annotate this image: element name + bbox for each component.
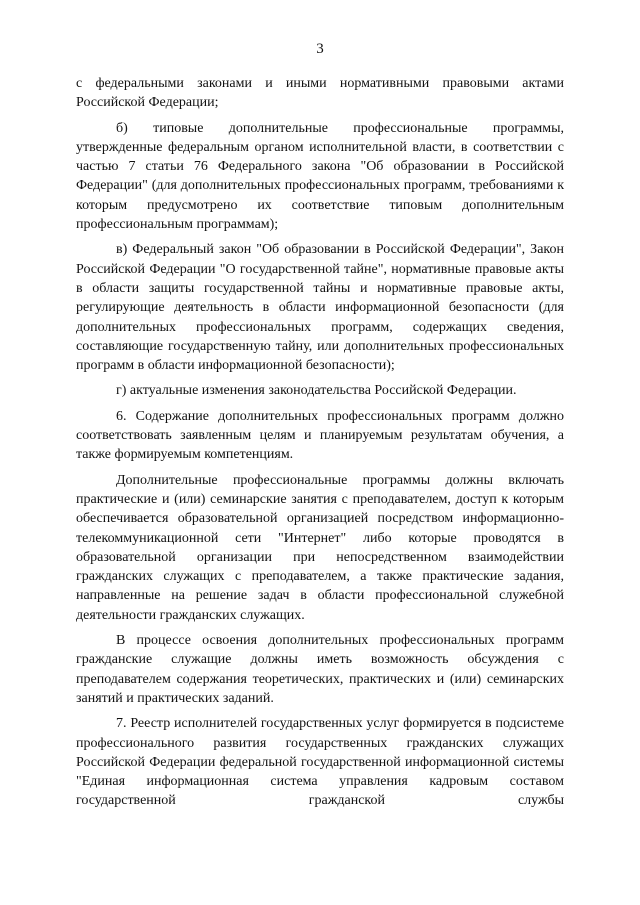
paragraph-continuation: с федеральными законами и иными нормативными правовыми актами Российской Федерации; [76, 76, 564, 111]
paragraph-practical-classes: Дополнительные профессиональные программы должны включать практические и (или) семинарские занятия с преподавателем, доступ к которым обеспечивается образовательной организацией посредством информационно-телекоммуникационной сети "Интернет" либо которые проводятся в образовательной организации при непосредственном взаимодействии гражданских служащих с преподавателем, а также практические задания, направленные на решение задач в области профессиональной служебной деятельности гражданских служащих. [76, 472, 564, 623]
paragraph-section-7: 7. Реестр исполнителей государственных услуг формируется в подсистеме профессионального развития государственных гражданских служащих Российской Федерации федеральной государственной информационной системы "Единая информационная система управления кадровым составом государственной гражданской службы [76, 716, 564, 809]
paragraph-item-b: б) типовые дополнительные профессиональные программы, утвержденные федеральным органом исполнительной власти, в соответствии с частью 7 статьи 76 Федерального закона "Об образовании в Российской Федерации" (для дополнительных профессиональных программ, требованиями к которым предусмотрено их соответствие типовым дополнительным профессиональным программам); [76, 120, 564, 233]
document-body [76, 74, 564, 811]
paragraph-section-6: 6. Содержание дополнительных профессиональных программ должно соответствовать заявленным целям и планируемым результатам обучения, а также формируемым компетенциям. [76, 408, 564, 463]
paragraph-item-v: в) Федеральный закон "Об образовании в Российской Федерации", Закон Российской Федерации "О государственной тайне", нормативные правовые акты в области защиты государственной тайны и нормативные правовые акты, регулирующие деятельность в области информационной безопасности (для дополнительных профессиональных программ, содержащих сведения, составляющие государственную тайну, или дополнительных профессиональных программ в области информационной безопасности); [76, 242, 564, 374]
paragraph-discussion: В процессе освоения дополнительных профессиональных программ гражданские служащие должны иметь возможность обсуждения с преподавателем содержания теоретических, практических и (или) семинарских занятий и практических заданий. [76, 633, 564, 706]
page-number: 3 [316, 41, 324, 57]
paragraph-item-g: г) актуальные изменения законодательства Российской Федерации. [116, 383, 517, 399]
